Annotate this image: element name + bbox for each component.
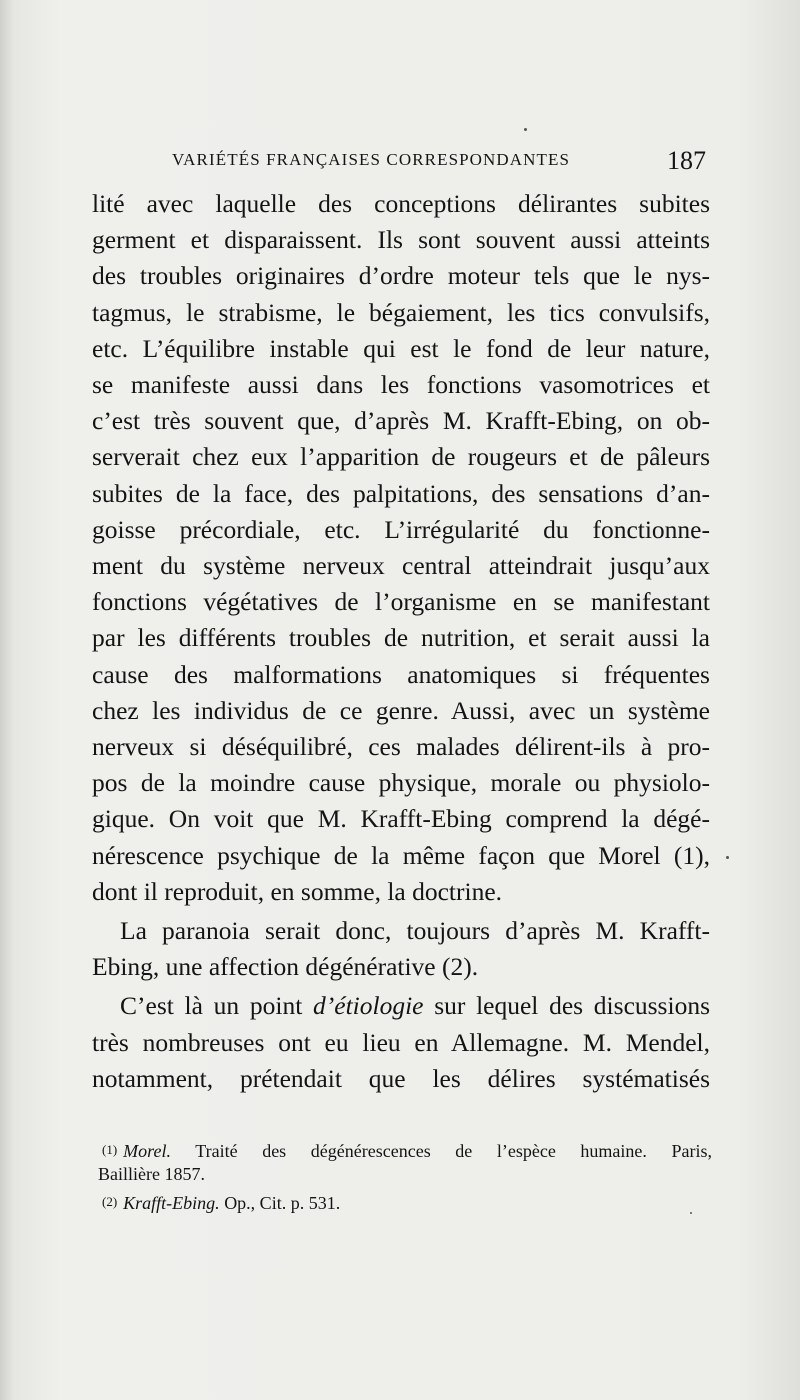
paragraph-3-line: notamment, prétendait que les délires systématisés: [92, 1063, 710, 1093]
paragraph-1-line: c’est très souvent que, d’après M. Krafft-Ebing, on ob-: [92, 406, 710, 436]
footnote-1: [102, 1138, 712, 1163]
paragraph-1-line: fonctions végétatives de l’organisme en se manifestant: [92, 587, 710, 617]
footnote-1-continuation: Baillière 1857.: [98, 1164, 205, 1184]
footnote-text: Traité des dégénérescences de l’espèce humaine. Paris,: [171, 1141, 712, 1161]
paragraph-1-line: pos de la moindre cause physique, morale ou physiolo-: [92, 768, 710, 798]
paragraph-1-line: serverait chez eux l’apparition de rougeurs et de pâleurs: [92, 442, 710, 472]
paragraph-1-line: germent et disparaissent. Ils sont souvent aussi atteints: [92, 225, 710, 255]
footnote-author: Krafft-Ebing.: [123, 1193, 220, 1213]
italic-term: d’étiologie: [313, 991, 424, 1021]
paper-speck: [726, 856, 729, 859]
paper-speck: [524, 128, 527, 131]
paragraph-1-line: nerveux si déséquilibré, ces malades délirent-ils à pro-: [92, 732, 710, 762]
footnote-marker: (2): [102, 1194, 118, 1209]
footnote-text: Op., Cit. p. 531.: [219, 1193, 341, 1213]
running-title: VARIÉTÉS FRANÇAISES CORRESPONDANTES: [172, 150, 571, 169]
paragraph-1-line: nérescence psychique de la même façon que Morel (1),: [92, 840, 710, 870]
paragraph-1-line: chez les individus de ce genre. Aussi, avec un système: [92, 695, 710, 725]
paragraph-3-line: [92, 988, 710, 1024]
paragraph-1-line: goisse précordiale, etc. L’irrégularité du fonctionne-: [92, 514, 710, 544]
footnotes: [98, 1138, 712, 1215]
paragraph-1-line: dont il reproduit, en somme, la doctrine.: [92, 876, 503, 906]
paragraph-1-line: etc. L’équilibre instable qui est le fond de leur nature,: [92, 333, 710, 363]
paragraph-1-line: se manifeste aussi dans les fonctions vasomotrices et: [92, 370, 710, 400]
paragraph-2-line: La paranoia serait donc, toujours d’après M. Krafft-: [120, 916, 710, 946]
paragraph-2-line: Ebing, une affection dégénérative (2).: [92, 952, 479, 982]
paragraph-1-line: gique. On voit que M. Krafft-Ebing comprend la dégé-: [92, 804, 710, 834]
paragraph-1: [92, 186, 710, 910]
page-number: 187: [667, 146, 706, 175]
page-header: [172, 146, 712, 176]
paragraph-1-line: lité avec laquelle des conceptions délirantes subites: [92, 189, 710, 218]
body-text: [92, 186, 710, 1097]
text-run: sur lequel des discussions: [423, 991, 710, 1021]
text-run: C’est là un point: [120, 991, 314, 1021]
paragraph-1-line: subites de la face, des palpitations, des sensations d’an-: [92, 478, 710, 508]
footnote-author: Morel.: [123, 1141, 171, 1161]
paper-speck: [690, 1212, 692, 1214]
paragraph-1-line: des troubles originaires d’ordre moteur tels que le nys-: [92, 261, 710, 291]
paragraph-1-line: par les différents troubles de nutrition, et serait aussi la: [92, 623, 710, 653]
paragraph-3-line: très nombreuses ont eu lieu en Allemagne. M. Mendel,: [92, 1027, 710, 1057]
paragraph-1-line: tagmus, le strabisme, le bégaiement, les tics convulsifs,: [92, 297, 710, 327]
paragraph-1-line: cause des malformations anatomiques si fréquentes: [92, 659, 710, 689]
footnote-2: [102, 1190, 712, 1215]
paragraph-1-line: ment du système nerveux central atteindrait jusqu’aux: [92, 551, 710, 581]
footnote-marker: (1): [102, 1142, 118, 1157]
